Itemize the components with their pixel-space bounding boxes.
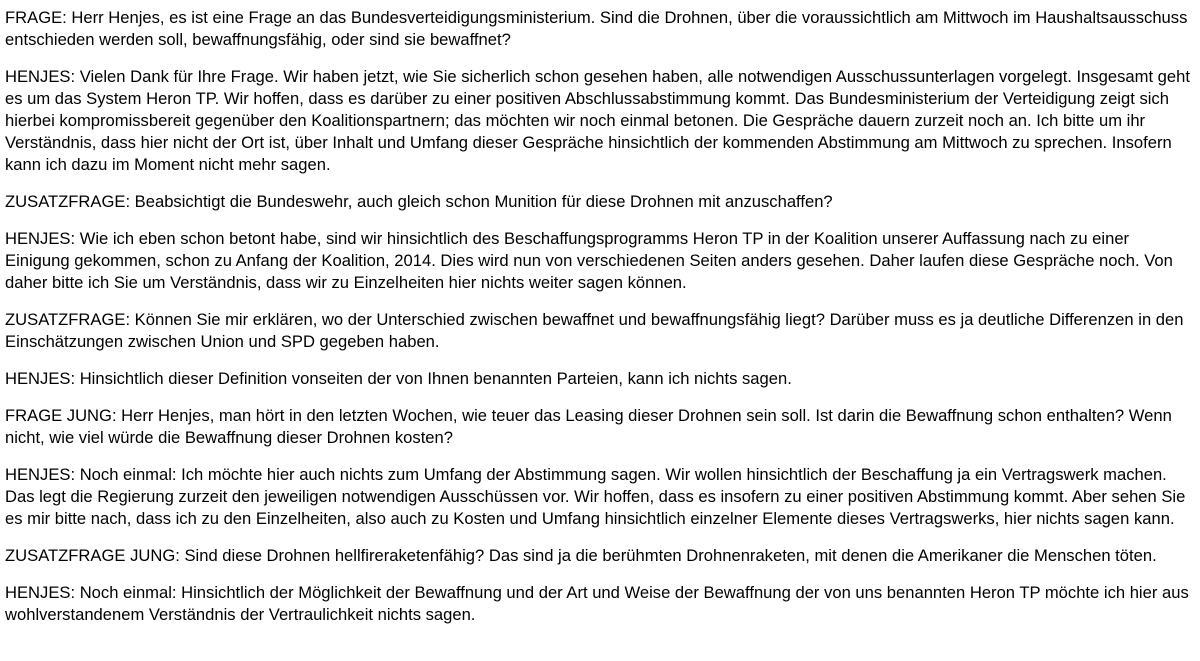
answer-paragraph: HENJES: Vielen Dank für Ihre Frage. Wir haben jetzt, wie Sie sicherlich schon gesehen haben, alle notwendigen Ausschussunterlagen vorgelegt. Insgesamt geht es um das System Heron TP. Wir hoffen, dass es darüber zu einer positiven Abschlussabstimmung kommt. Das Bundesministerium der Verteidigung zeigt sich hierbei kompromissbereit gegenüber den Koalitionspartnern; das möchten wir noch einmal betonen. Die Gespräche dauern zurzeit noch an. Ich bitte um ihr Verständnis, dass hier nicht der Ort ist, über Inhalt und Umfang dieser Gespräche hinsichtlich der kommenden Abstimmung am Mittwoch zu sprechen. Insofern kann ich dazu im Moment nicht mehr sagen. <box>5 67 1190 174</box>
answer-paragraph: HENJES: Hinsichtlich dieser Definition vonseiten der von Ihnen benannten Parteien, kann ich nichts sagen. <box>5 369 792 388</box>
question-paragraph: ZUSATZFRAGE JUNG: Sind diese Drohnen hellfireraketenfähig? Das sind ja die berühmten Drohnenraketen, mit denen die Amerikaner die Menschen töten. <box>5 546 1157 565</box>
answer-paragraph: HENJES: Wie ich eben schon betont habe, sind wir hinsichtlich des Beschaffungsprogramms Heron TP in der Koalition unserer Auffassung nach zu einer Einigung gekommen, schon zu Anfang der Koalition, 2014. Dies wird nun von verschiedenen Seiten anders gesehen. Daher laufen diese Gespräche noch. Von daher bitte ich Sie um Verständnis, dass wir zu Einzelheiten hier nichts weiter sagen können. <box>5 229 1173 292</box>
question-paragraph: ZUSATZFRAGE: Können Sie mir erklären, wo der Unterschied zwischen bewaffnet und bewaffnungsfähig liegt? Darüber muss es ja deutliche Differenzen in den Einschätzungen zwischen Union und SPD gegeben haben. <box>5 310 1184 351</box>
answer-paragraph: HENJES: Noch einmal: Hinsichtlich der Möglichkeit der Bewaffnung und der Art und Weise der Bewaffnung der von uns benannten Heron TP möchte ich hier aus wohlverstandenem Verständnis der Vertraulichkeit nichts sagen. <box>5 583 1189 624</box>
question-paragraph: ZUSATZFRAGE: Beabsichtigt die Bundeswehr, auch gleich schon Munition für diese Drohnen mit anzuschaffen? <box>5 192 833 211</box>
answer-paragraph: HENJES: Noch einmal: Ich möchte hier auch nichts zum Umfang der Abstimmung sagen. Wir wollen hinsichtlich der Beschaffung ja ein Vertragswerk machen. Das legt die Regierung zurzeit den jeweiligen notwendigen Ausschüssen vor. Wir hoffen, dass es insofern zu einer positiven Abstimmung kommt. Aber sehen Sie es mir bitte nach, dass ich zu den Einzelheiten, also auch zu Kosten und Umfang hinsichtlich einzelner Elemente dieses Vertragswerks, hier nichts sagen kann. <box>5 465 1186 528</box>
question-paragraph: FRAGE: Herr Henjes, es ist eine Frage an das Bundesverteidigungsministerium. Sind die Drohnen, über die voraussichtlich am Mittwoch im Haushaltsausschuss entschieden werden soll, bewaffnungsfähig, oder sind sie bewaffnet? <box>5 8 1188 49</box>
question-paragraph: FRAGE JUNG: Herr Henjes, man hört in den letzten Wochen, wie teuer das Leasing dieser Drohnen sein soll. Ist darin die Bewaffnung schon enthalten? Wenn nicht, wie viel würde die Bewaffnung dieser Drohnen kosten? <box>5 406 1172 447</box>
